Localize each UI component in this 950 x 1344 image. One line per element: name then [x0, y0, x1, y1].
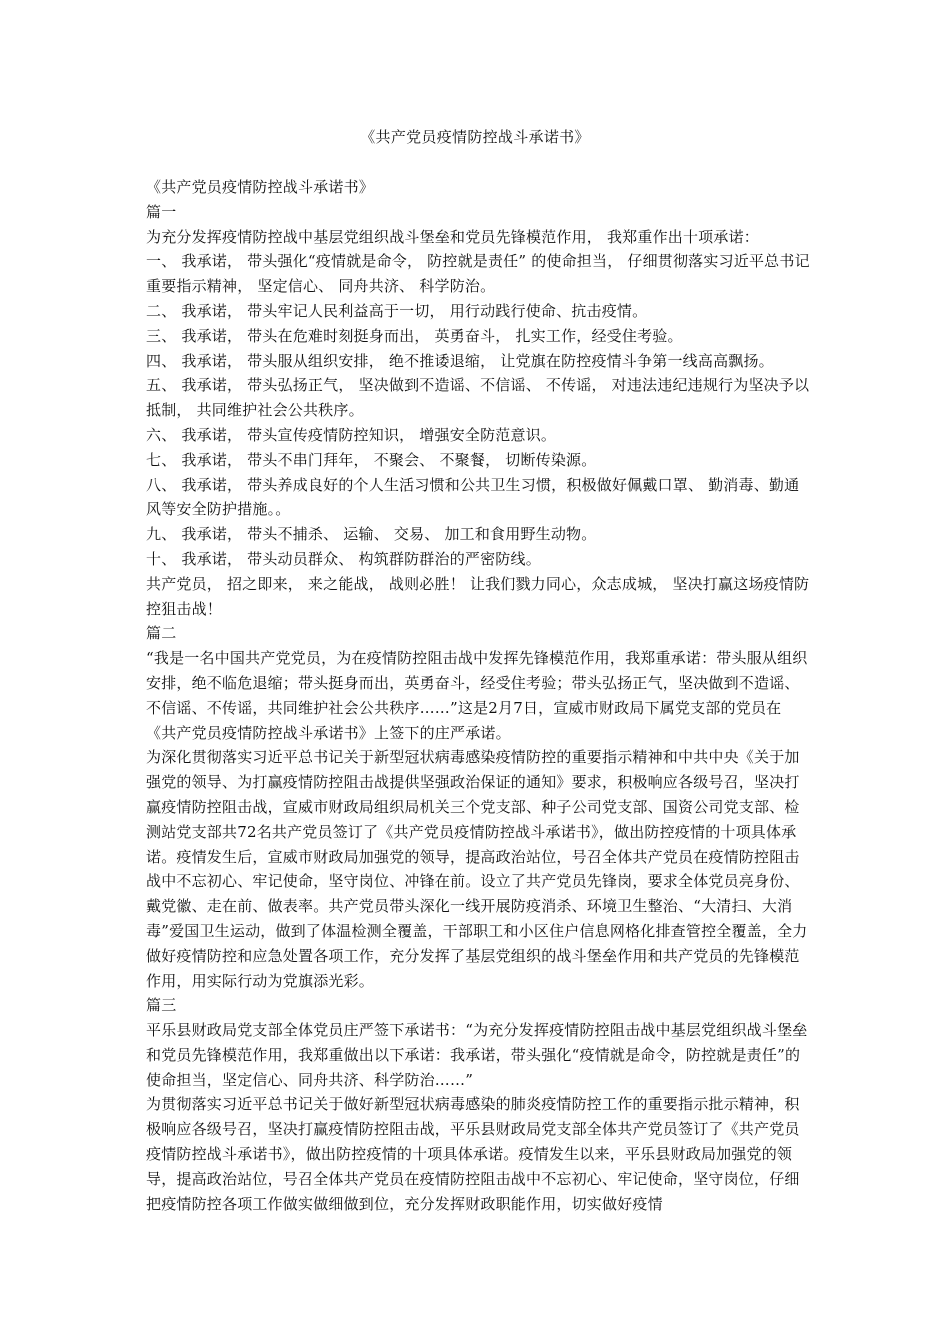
pledge-item-10: 十、 我承诺， 带头动员群众、 构筑群防群治的严密防线。 — [146, 549, 541, 568]
section-heading-2: 篇二 — [146, 624, 177, 643]
paragraph: 为深化贯彻落实习近平总书记关于新型冠状病毒感染疫情防控的重要指示精神和中共中央《关于加强党的领导、为打赢疫情防控阻击战提供坚强政治保证的通知》要求，积极响应各级号召，坚决打赢疫情防控阻击战，宣威市财政局组织局机关三个党支部、种子公司党支部、国资公司党支部、检测站党支部共72名共产党员签订了《共产党员疫情防控战斗承诺书》，做出防控疫情的十项具体承诺。疫情发生后，宣威市财政局加强党的领导，提高政治站位，号召全体共产党员在疫情防控阻击战中不忘初心、牢记使命，坚守岗位、冲锋在前。设立了共产党员先锋岗，要求全体党员亮身份、戴党徽、走在前、做表率。共产党员带头深化一线开展防疫消杀、环境卫生整治、“大清扫、大消毒”爱国卫生运动，做到了体温检测全覆盖，干部职工和小区住户信息网格化排查管控全覆盖，全力做好疫情防控和应急处置各项工作，充分发挥了基层党组织的战斗堡垒作用和共产党员的先锋模范作用，用实际行动为党旗添光彩。 — [146, 748, 808, 990]
subtitle: 《共产党员疫情防控战斗承诺书》 — [146, 178, 375, 196]
pledge-item-5: 五、 我承诺， 带头弘扬正气， 坚决做到不造谣、不信谣、 不传谣， 对违法违纪违规行为坚决予以抵制， 共同维护社会公共秩序。 — [146, 376, 810, 420]
pledge-item-1: 一、 我承诺， 带头强化“疫情就是命令， 防控就是责任” 的使命担当， 仔细贯彻落实习近平总书记重要指示精神， 坚定信心、 同舟共济、 科学防治。 — [146, 252, 810, 296]
pledge-item-8: 八、 我承诺， 带头养成良好的个人生活习惯和公共卫生习惯，积极做好佩戴口罩、 勤消毒、勤通风等安全防护措施。。 — [146, 475, 800, 519]
pledge-item-4: 四、 我承诺， 带头服从组织安排， 绝不推诿退缩， 让党旗在防控疫情斗争第一线高高飘扬。 — [146, 351, 774, 370]
pledge-item-9: 九、 我承诺， 带头不捕杀、 运输、 交易、 加工和食用野生动物。 — [146, 525, 597, 544]
document-title: 《共产党员疫情防控战斗承诺书》 — [360, 128, 590, 146]
section-heading-3: 篇三 — [146, 996, 177, 1015]
document-body — [146, 175, 810, 1216]
paragraph: 为贯彻落实习近平总书记关于做好新型冠状病毒感染的肺炎疫情防控工作的重要指示批示精神，积极响应各级号召，坚决打赢疫情防控阻击战，平乐县财政局党支部全体共产党员签订了《共产党员疫情防控战斗承诺书》，做出防控疫情的十项具体承诺。疫情发生以来，平乐县财政局加强党的领导，提高政治站位，号召全体共产党员在疫情防控阻击战中不忘初心、牢记使命，坚守岗位，仔细把疫情防控各项工作做实做细做到位，充分发挥财政职能作用，切实做好疫情 — [146, 1095, 800, 1213]
pledge-item-6: 六、 我承诺， 带头宣传疫情防控知识， 增强安全防范意识。 — [146, 425, 557, 444]
pledge-item-7: 七、 我承诺， 带头不串门拜年， 不聚会、 不聚餐， 切断传染源。 — [146, 450, 597, 469]
paragraph: 为充分发挥疫情防控战中基层党组织战斗堡垒和党员先锋模范作用， 我郑重作出十项承诺： — [146, 227, 759, 246]
pledge-item-3: 三、 我承诺， 带头在危难时刻挺身而出， 英勇奋斗， 扎实工作，经受住考验。 — [146, 326, 683, 345]
pledge-item-2: 二、 我承诺， 带头牢记人民利益高于一切， 用行动践行使命、抗击疫情。 — [146, 301, 648, 320]
section-heading-1: 篇一 — [146, 202, 177, 221]
paragraph: 共产党员， 招之即来， 来之能战， 战则必胜！ 让我们戮力同心，众志成城， 坚决打赢这场疫情防控狙击战！ — [146, 574, 810, 618]
paragraph: “我是一名中国共产党党员，为在疫情防控阻击战中发挥先锋模范作用，我郑重承诺：带头服从组织安排，绝不临危退缩；带头挺身而出，英勇奋斗，经受住考验；带头弘扬正气，坚决做到不造谣、不信谣、不传谣，共同维护社会公共秩序……”这是2月7日，宣威市财政局下属党支部的党员在《共产党员疫情防控战斗承诺书》上签下的庄严承诺。 — [146, 649, 808, 742]
paragraph: 平乐县财政局党支部全体党员庄严签下承诺书：“为充分发挥疫情防控阻击战中基层党组织战斗堡垒和党员先锋模范作用，我郑重做出以下承诺：我承诺，带头强化“疫情就是命令，防控就是责任”的使命担当，坚定信心、同舟共济、科学防治……” — [146, 1021, 808, 1089]
